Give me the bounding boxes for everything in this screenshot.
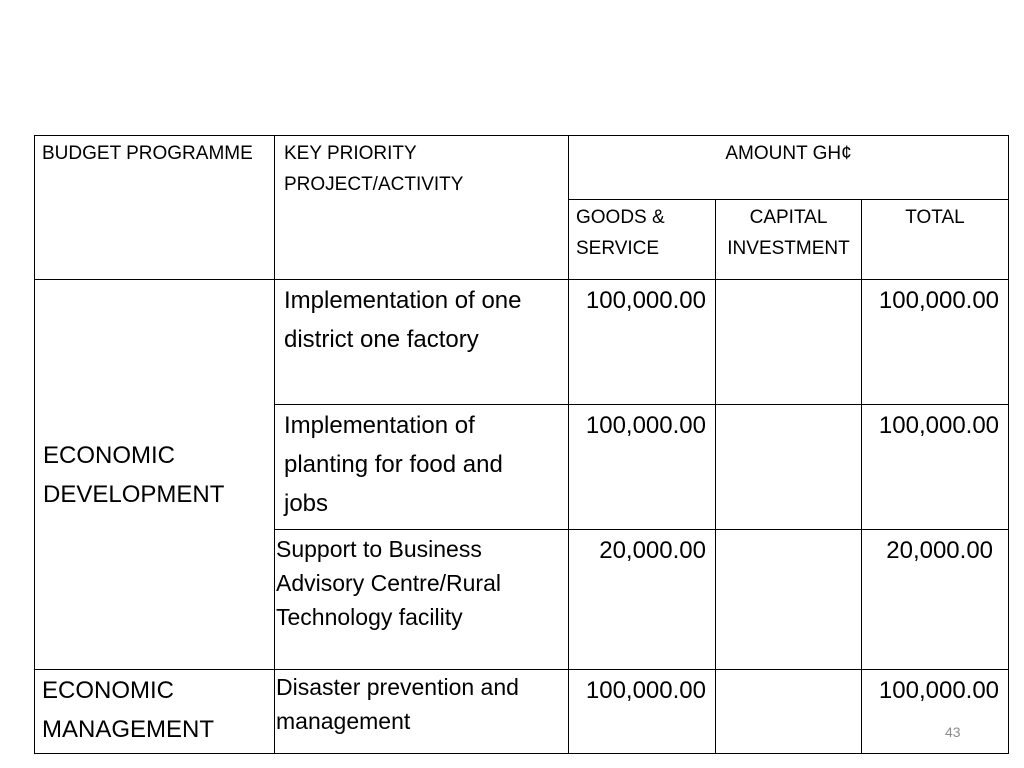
activity-cell: Disaster prevention and management	[275, 670, 569, 754]
activity-cell: Implementation of planting for food and jobs	[275, 405, 569, 530]
activity-cell: Support to Business Advisory Centre/Rural Technology facility	[275, 530, 569, 670]
table-row	[35, 670, 1009, 754]
table-row	[35, 280, 1009, 405]
total-value: 100,000.00	[862, 670, 1009, 754]
total-value: 100,000.00	[862, 405, 1009, 530]
total-value: 20,000.00	[862, 530, 1009, 670]
total-value: 100,000.00	[862, 280, 1009, 405]
goods-service-value: 100,000.00	[569, 280, 716, 405]
capital-investment-value	[716, 280, 862, 405]
total-header: TOTAL	[862, 200, 1009, 280]
goods-service-value: 100,000.00	[569, 670, 716, 754]
header-row	[35, 136, 1009, 200]
capital-investment-header: CAPITAL INVESTMENT	[716, 200, 862, 280]
key-priority-header: KEY PRIORITY PROJECT/ACTIVITY	[275, 136, 569, 280]
page-number: 43	[945, 724, 961, 740]
goods-service-header: GOODS & SERVICE	[569, 200, 716, 280]
budget-programme-header: BUDGET PROGRAMME	[35, 136, 275, 280]
activity-cell: Implementation of one district one factory	[275, 280, 569, 405]
capital-investment-value	[716, 405, 862, 530]
capital-investment-value	[716, 670, 862, 754]
goods-service-value: 100,000.00	[569, 405, 716, 530]
goods-service-value: 20,000.00	[569, 530, 716, 670]
budget-table	[34, 135, 1009, 754]
programme-economic-management: ECONOMIC MANAGEMENT	[35, 670, 275, 754]
programme-economic-development: ECONOMIC DEVELOPMENT	[35, 280, 275, 670]
amount-header: AMOUNT GH¢	[569, 136, 1009, 200]
capital-investment-value	[716, 530, 862, 670]
